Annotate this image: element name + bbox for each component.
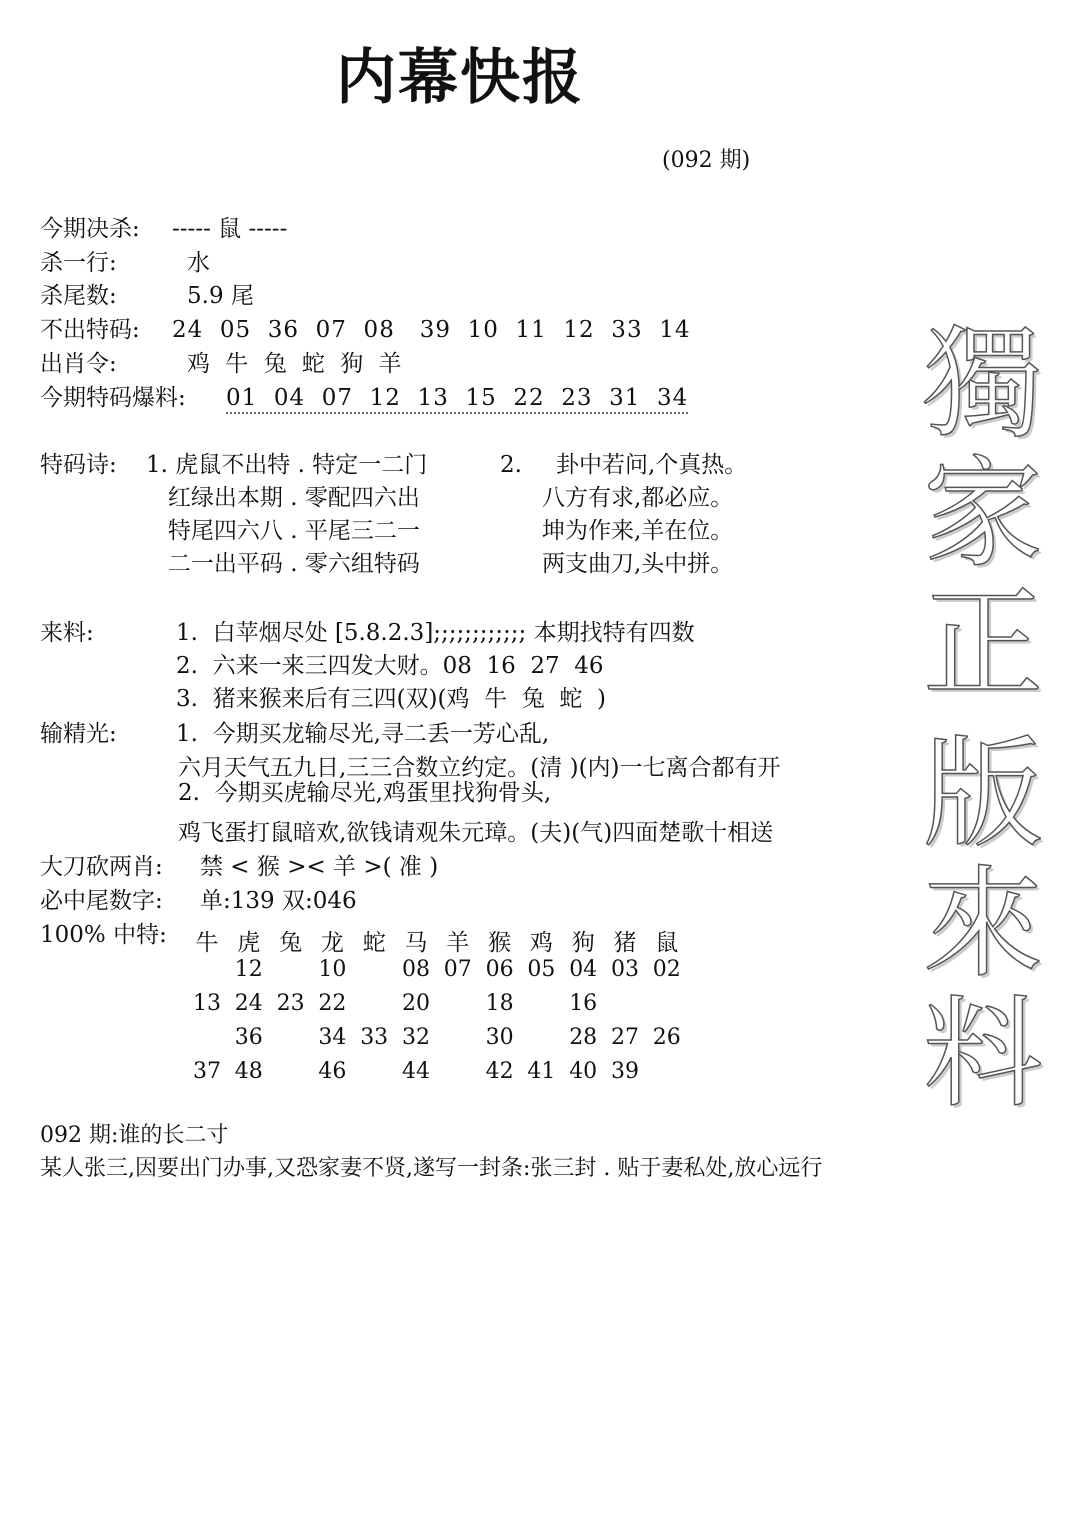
table-number-cell: 08 bbox=[402, 957, 430, 982]
watermark-char: 正 bbox=[923, 575, 1043, 714]
bu-chu-value: 24 05 36 07 08 39 10 11 12 33 14 bbox=[172, 317, 691, 343]
jue-sha-value: ----- 鼠 ----- bbox=[172, 216, 288, 242]
shu-jing-guang-label: 输精光: bbox=[40, 721, 117, 747]
da-dao-value: 禁 < 猴 >< 羊 >( 准 ) bbox=[200, 854, 439, 880]
wei-shu-value: 单:139 双:046 bbox=[200, 888, 357, 914]
lai-liao-item: 1. 白苹烟尽处 [5.8.2.3];;;;;;;;;;;; 本期找特有四数 bbox=[176, 620, 695, 646]
shu-jing-guang-line: 2. 今期买虎输尽光,鸡蛋里找狗骨头, bbox=[178, 780, 552, 806]
chu-xiao-label: 出肖令: bbox=[40, 351, 117, 377]
zodiac-header-cell: 鼠 bbox=[655, 930, 679, 956]
table-number-cell: 32 bbox=[402, 1025, 430, 1050]
watermark-char: 料 bbox=[923, 985, 1043, 1124]
table-number-cell: 24 bbox=[234, 991, 263, 1016]
da-dao-label: 大刀砍两肖: bbox=[40, 854, 163, 880]
poem-label: 特码诗: bbox=[40, 452, 117, 478]
table-number-cell: 04 bbox=[569, 957, 598, 982]
zodiac-header-cell: 羊 bbox=[446, 930, 470, 956]
poem-right-number: 2. bbox=[500, 452, 522, 478]
zodiac-header-cell: 鸡 bbox=[529, 930, 553, 956]
watermark-char: 獨 bbox=[923, 315, 1043, 454]
chu-xiao-value: 鸡 牛 兔 蛇 狗 羊 bbox=[187, 351, 406, 377]
zodiac-header-cell: 蛇 bbox=[362, 930, 386, 956]
poem-right-line: 八方有求,都必应。 bbox=[542, 485, 734, 511]
lai-liao-label: 来料: bbox=[40, 620, 94, 646]
zodiac-header-cell: 虎 bbox=[237, 930, 261, 956]
table-number-cell: 26 bbox=[652, 1025, 681, 1050]
riddle-title: 092 期:谁的长二寸 bbox=[40, 1123, 229, 1148]
watermark-char: 來 bbox=[923, 855, 1043, 994]
poem-right-line: 两支曲刀,头中拼。 bbox=[542, 551, 734, 577]
zodiac-header-cell: 龙 bbox=[320, 930, 344, 956]
bu-chu-label: 不出特码: bbox=[40, 317, 140, 343]
zodiac-header-cell: 牛 bbox=[195, 930, 219, 956]
table-number-cell: 33 bbox=[360, 1025, 389, 1050]
poem-left-line: 特尾四六八 . 平尾三二一 bbox=[146, 518, 420, 544]
poem-left-line: 1. 虎鼠不出特 . 特定一二门 bbox=[146, 452, 428, 478]
table-number-cell: 34 bbox=[318, 1025, 347, 1050]
jue-sha-label: 今期决杀: bbox=[40, 216, 140, 242]
bao-liao-value: 01 04 07 12 13 15 22 23 31 34 bbox=[226, 387, 688, 414]
table-number-cell: 03 bbox=[611, 957, 639, 982]
table-number-cell: 10 bbox=[318, 957, 347, 982]
shu-jing-guang-line: 鸡飞蛋打鼠暗欢,欲钱请观朱元璋。(夫)(气)四面楚歌十相送 bbox=[178, 820, 774, 846]
table-number-cell: 46 bbox=[318, 1059, 347, 1084]
table-number-cell: 05 bbox=[527, 957, 556, 982]
lai-liao-item: 3. 猪来猴来后有三四(双)(鸡 牛 兔 蛇 ) bbox=[176, 686, 606, 712]
poem-right-line: 卦中若问,个真热。 bbox=[556, 452, 748, 478]
page-title: 内幕快报 bbox=[336, 43, 584, 113]
issue-number: (092 期) bbox=[662, 148, 751, 173]
sha-wei-shu-label: 杀尾数: bbox=[40, 283, 117, 309]
sha-yi-hang-value: 水 bbox=[187, 250, 210, 276]
shu-jing-guang-line: 六月天气五九日,三三合数立约定。(清 )(内)一七离合都有开 bbox=[178, 755, 781, 781]
watermark-char: 家 bbox=[923, 445, 1043, 584]
table-number-cell: 07 bbox=[443, 957, 472, 982]
lai-liao-item: 2. 六来一来三四发大财。08 16 27 46 bbox=[176, 653, 604, 679]
zodiac-header-cell: 马 bbox=[404, 930, 428, 956]
table-number-cell: 13 bbox=[193, 991, 221, 1016]
zodiac-header-cell: 兔 bbox=[279, 930, 303, 956]
table-number-cell: 44 bbox=[402, 1059, 430, 1084]
sha-yi-hang-label: 杀一行: bbox=[40, 250, 117, 276]
table-label: 100% 中特: bbox=[40, 922, 167, 948]
table-number-cell: 28 bbox=[569, 1025, 598, 1050]
table-number-cell: 02 bbox=[652, 957, 681, 982]
table-number-cell: 30 bbox=[485, 1025, 514, 1050]
bao-liao-label: 今期特码爆料: bbox=[40, 385, 186, 411]
table-number-cell: 18 bbox=[485, 991, 514, 1016]
zodiac-header-cell: 猴 bbox=[488, 930, 512, 956]
table-number-cell: 39 bbox=[611, 1059, 639, 1084]
table-number-cell: 40 bbox=[569, 1059, 598, 1084]
zodiac-header-cell: 猪 bbox=[613, 930, 637, 956]
table-number-cell: 27 bbox=[611, 1025, 639, 1050]
table-number-cell: 48 bbox=[234, 1059, 263, 1084]
table-number-cell: 37 bbox=[193, 1059, 221, 1084]
poem-left-line: 红绿出本期 . 零配四六出 bbox=[146, 485, 420, 511]
wei-shu-label: 必中尾数字: bbox=[40, 888, 163, 914]
poem-left-line: 二一出平码 . 零六组特码 bbox=[146, 551, 420, 577]
table-number-cell: 42 bbox=[485, 1059, 514, 1084]
shu-jing-guang-cut-line bbox=[178, 780, 552, 806]
table-number-cell: 22 bbox=[318, 991, 347, 1016]
table-number-cell: 41 bbox=[527, 1059, 556, 1084]
shu-jing-guang-line: 1. 今期买龙输尽光,寻二丢一芳心乱, bbox=[176, 721, 550, 747]
table-number-cell: 12 bbox=[234, 957, 263, 982]
poem-right-line: 坤为作来,羊在位。 bbox=[542, 518, 734, 544]
riddle-text: 某人张三,因要出门办事,又恐家妻不贤,遂写一封条:张三封 . 贴于妻私处,放心远行 bbox=[40, 1156, 823, 1181]
zodiac-header-cell: 狗 bbox=[571, 930, 595, 956]
table-number-cell: 16 bbox=[569, 991, 598, 1016]
table-number-cell: 20 bbox=[402, 991, 430, 1016]
sha-wei-shu-value: 5.9 尾 bbox=[187, 283, 254, 309]
watermark-char: 版 bbox=[923, 725, 1043, 864]
table-number-cell: 36 bbox=[234, 1025, 263, 1050]
table-number-cell: 23 bbox=[276, 991, 305, 1016]
table-number-cell: 06 bbox=[485, 957, 514, 982]
